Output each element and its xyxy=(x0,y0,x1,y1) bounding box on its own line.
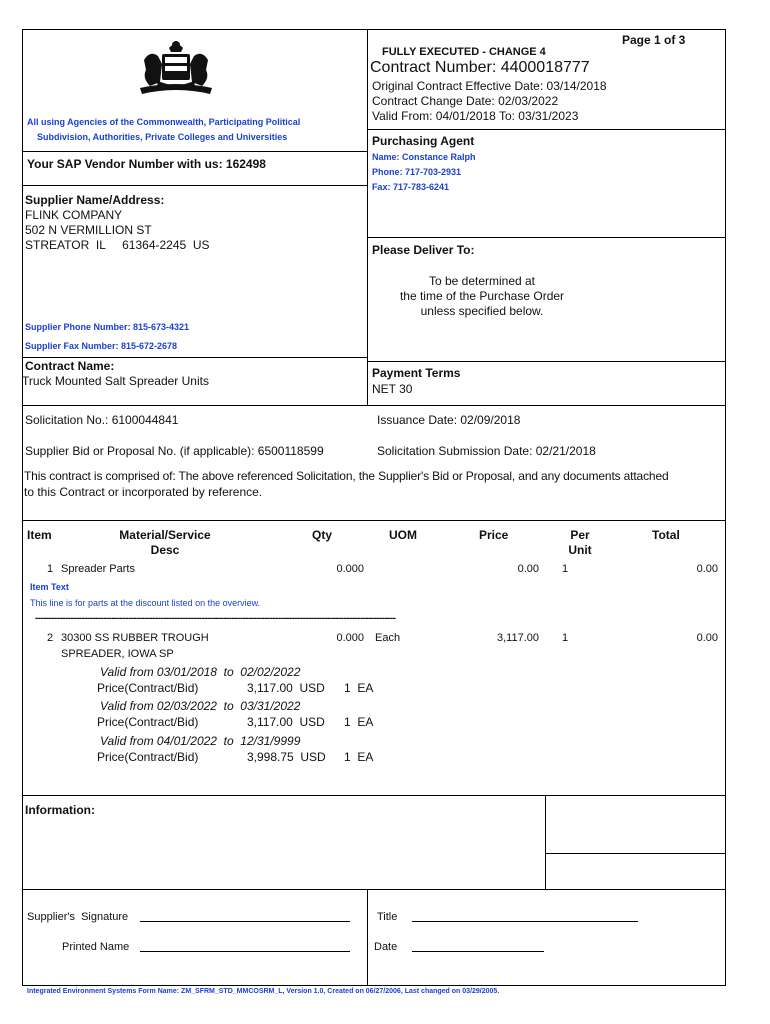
header-desc-1: Material/Service xyxy=(119,528,211,542)
supplier-signature-line[interactable] xyxy=(140,911,350,922)
line-2-uom: Each xyxy=(375,632,401,644)
payment-terms-title: Payment Terms xyxy=(372,366,461,380)
line-2-per: 1 xyxy=(562,632,569,644)
divider xyxy=(545,853,725,854)
delivery-line-1: To be determined at xyxy=(428,274,536,288)
line-2-qty: 0.000 xyxy=(336,632,364,644)
commonwealth-seal-icon xyxy=(136,36,216,100)
payment-terms-value: NET 30 xyxy=(372,382,413,396)
agent-name: Name: Constance Ralph xyxy=(372,152,476,162)
bid-number: Supplier Bid or Proposal No. (if applicable): 6500118599 xyxy=(25,444,324,458)
divider xyxy=(22,889,726,890)
supplier-signature-label: Supplier's Signature xyxy=(27,911,129,923)
line-1-per: 1 xyxy=(562,563,569,575)
price-period-3-unit: 1 EA xyxy=(344,750,374,764)
line-1-desc: Spreader Parts xyxy=(61,563,135,575)
solicitation-number: Solicitation No.: 6100044841 xyxy=(25,413,179,427)
price-period-1-unit: 1 EA xyxy=(344,681,374,695)
line-1-price: 0.00 xyxy=(517,563,539,575)
frame-right xyxy=(725,29,726,986)
header-per-2: Unit xyxy=(568,543,592,557)
frame-top xyxy=(22,29,726,30)
line-2-total: 0.00 xyxy=(696,632,718,644)
header-desc-2: Desc xyxy=(150,543,180,557)
original-effective-date: Original Contract Effective Date: 03/14/2018 xyxy=(372,79,607,93)
divider xyxy=(22,357,367,358)
agencies-line-1: All using Agencies of the Commonwealth, Participating Political xyxy=(27,117,301,127)
issuance-date: Issuance Date: 02/09/2018 xyxy=(377,413,521,427)
comprised-line-1: This contract is comprised of: The above referenced Solicitation, the Supplier's Bid or Proposal, and any documents attached xyxy=(24,469,669,483)
price-period-3-valid: Valid from 04/01/2022 to 12/31/9999 xyxy=(100,734,301,748)
item-text: This line is for parts at the discount listed on the overview. xyxy=(30,598,261,608)
supplier-fax: Supplier Fax Number: 815-672-2678 xyxy=(25,341,178,351)
header-per-1: Per xyxy=(570,528,590,542)
line-2-desc-1: 30300 SS RUBBER TROUGH xyxy=(61,632,209,644)
line-2-desc-2: SPREADER, IOWA SP xyxy=(61,648,174,660)
price-period-1-valid: Valid from 03/01/2018 to 02/02/2022 xyxy=(100,665,301,679)
purchasing-agent-title: Purchasing Agent xyxy=(372,134,475,148)
sap-vendor-number: Your SAP Vendor Number with us: 162498 xyxy=(27,157,266,171)
header-total: Total xyxy=(652,528,680,542)
valid-range: Valid From: 04/01/2018 To: 03/31/2023 xyxy=(372,109,579,123)
line-1-number: 1 xyxy=(47,563,54,575)
page-number: Page 1 of 3 xyxy=(622,33,686,47)
column-divider xyxy=(367,29,368,405)
header-price: Price xyxy=(479,528,509,542)
frame-left xyxy=(22,29,23,986)
price-period-3-label: Price(Contract/Bid) xyxy=(97,750,199,764)
header-uom: UOM xyxy=(389,528,417,542)
line-1-total: 0.00 xyxy=(696,563,718,575)
divider xyxy=(22,520,726,521)
submission-date: Solicitation Submission Date: 02/21/2018 xyxy=(377,444,596,458)
date-line[interactable] xyxy=(412,941,544,952)
printed-name-label: Printed Name xyxy=(62,941,130,953)
price-period-1-label: Price(Contract/Bid) xyxy=(97,681,199,695)
line-2-price: 3,117.00 xyxy=(496,632,539,644)
change-label: FULLY EXECUTED - CHANGE 4 xyxy=(382,46,546,58)
contract-name-title: Contract Name: xyxy=(25,359,115,373)
comprised-line-2: to this Contract or incorporated by reference. xyxy=(24,485,263,499)
supplier-name: FLINK COMPANY xyxy=(25,208,123,222)
price-period-2-valid: Valid from 02/03/2022 to 03/31/2022 xyxy=(100,699,301,713)
divider xyxy=(22,185,367,186)
price-period-1-amount: 3,117.00 USD xyxy=(247,681,325,695)
supplier-phone: Supplier Phone Number: 815-673-4321 xyxy=(25,322,190,332)
price-period-3-amount: 3,998.75 USD xyxy=(247,750,326,764)
printed-name-line[interactable] xyxy=(140,941,350,952)
frame-bottom xyxy=(22,985,726,986)
contract-number: Contract Number: 4400018777 xyxy=(370,59,590,76)
divider xyxy=(545,795,546,889)
agent-fax: Fax: 717-783-6241 xyxy=(372,182,450,192)
header-qty: Qty xyxy=(312,528,333,542)
header-item: Item xyxy=(27,528,52,542)
line-separator: ------------------------------------------------------------------------------------------------------------------------------------ xyxy=(35,613,396,624)
agencies-line-2: Subdivision, Authorities, Private Colleges and Universities xyxy=(37,132,288,142)
delivery-line-2: the time of the Purchase Order xyxy=(399,289,565,303)
divider xyxy=(367,129,725,130)
deliver-to-title: Please Deliver To: xyxy=(372,243,475,257)
agent-phone: Phone: 717-703-2931 xyxy=(372,167,462,177)
divider xyxy=(367,237,725,238)
contract-change-date: Contract Change Date: 02/03/2022 xyxy=(372,94,559,108)
contract-name-value: Truck Mounted Salt Spreader Units xyxy=(22,374,209,388)
footer-form-info: Integrated Environment Systems Form Name: ZM_SFRM_STD_MMCOSRM_L, Version 1.0, Created on 06/27/2006, Last changed on 03/29/2005. xyxy=(27,988,500,995)
price-period-2-unit: 1 EA xyxy=(344,715,374,729)
date-label: Date xyxy=(374,941,398,953)
line-1-qty: 0.000 xyxy=(336,563,364,575)
divider xyxy=(22,405,726,406)
divider xyxy=(22,795,726,796)
supplier-city-line: STREATOR IL 61364-2245 US xyxy=(25,238,210,252)
information-title: Information: xyxy=(25,803,95,817)
price-period-2-amount: 3,117.00 USD xyxy=(247,715,325,729)
divider xyxy=(22,151,367,152)
title-line[interactable] xyxy=(412,911,638,922)
supplier-street: 502 N VERMILLION ST xyxy=(25,223,152,237)
price-period-2-label: Price(Contract/Bid) xyxy=(97,715,199,729)
line-2-number: 2 xyxy=(47,632,54,644)
delivery-line-3: unless specified below. xyxy=(420,304,544,318)
divider xyxy=(367,889,368,985)
supplier-title: Supplier Name/Address: xyxy=(25,193,165,207)
item-text-label: Item Text xyxy=(30,582,69,592)
divider xyxy=(367,361,725,362)
title-label: Title xyxy=(377,911,398,923)
